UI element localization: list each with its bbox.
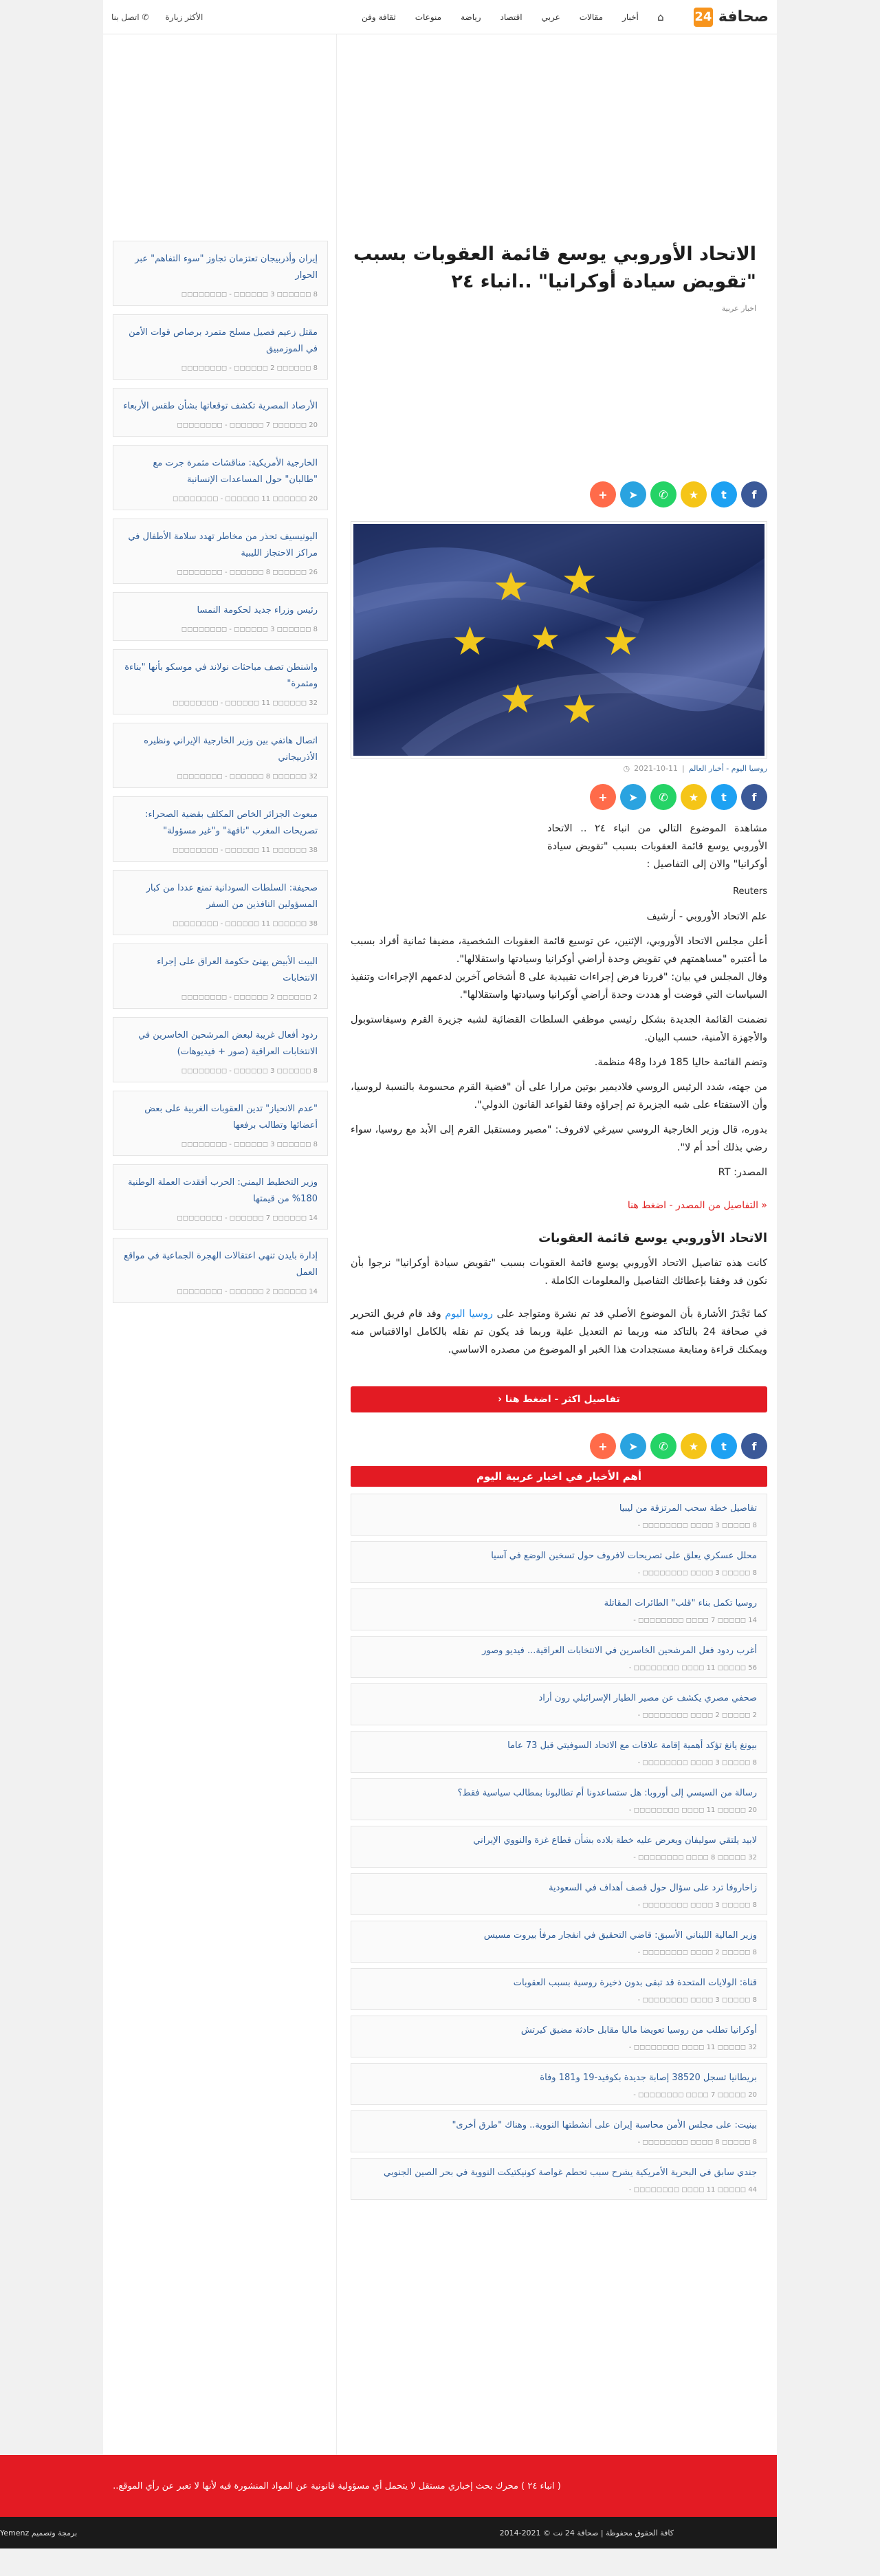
- news-card-title[interactable]: اليونيسيف تحذر من مخاطر تهدد سلامة الأطفال في مراكز الاحتجاز الليبية: [128, 532, 318, 558]
- footer-bottom-bar: [0, 2517, 777, 2548]
- news-card[interactable]: [351, 2016, 767, 2057]
- news-card-meta: 8 ◻◻◻◻◻◻ 3 ◻◻◻◻◻◻ - ◻◻◻◻◻◻◻◻: [181, 291, 318, 298]
- source-details-label: التفاصيل من المصدر - اضغط هنا: [627, 1200, 758, 1211]
- news-card[interactable]: [351, 1589, 767, 1630]
- news-card-title[interactable]: قناة: الولايات المتحدة قد تبقى بدون ذخيرة روسية بسبب العقوبات: [513, 1978, 757, 1988]
- contact-label: اتصل بنا: [111, 12, 140, 22]
- whatsapp-icon[interactable]: ✆: [650, 784, 676, 810]
- paragraph-7: كانت هذه تفاصيل الاتحاد الأوروبي يوسع قائمة العقوبات بسبب "تقويض سيادة أوكرانيا" نرجوا بأن نكون قد وفقنا بإعطائك التفاصيل والمعلومات الكاملة .: [351, 1258, 767, 1287]
- news-card-title[interactable]: البيت الأبيض يهنئ حكومة العراق على إجراء الانتخابات: [157, 957, 318, 983]
- star-icon[interactable]: ★: [681, 481, 707, 507]
- news-card-title[interactable]: زاخاروفا ترد على سؤال حول قصف أهداف في السعودية: [549, 1883, 757, 1893]
- news-card-meta: 32 ◻◻◻◻◻ 8 ◻◻◻◻ ◻◻◻◻◻◻◻◻ -: [633, 1854, 757, 1862]
- news-card[interactable]: [113, 1164, 328, 1230]
- news-card[interactable]: [351, 1968, 767, 2010]
- news-card[interactable]: [113, 445, 328, 510]
- article-lead: مشاهدة الموضوع التالي من انباء ٢٤ .. الاتحاد الأوروبي يوسع قائمة العقوبات بسبب "تقويض سيادة أوكرانيا" والان إلى التفاصيل :: [547, 823, 767, 870]
- news-card-title[interactable]: صحيفة: السلطات السودانية تمنع عددا من كبار المسؤولين النافذين من السفر: [146, 883, 318, 910]
- facebook-icon[interactable]: f: [741, 481, 767, 507]
- content-columns: [103, 34, 777, 2455]
- news-card-meta: 38 ◻◻◻◻◻◻ 11 ◻◻◻◻◻◻ - ◻◻◻◻◻◻◻◻: [173, 847, 318, 854]
- news-card-meta: 8 ◻◻◻◻◻ 3 ◻◻◻◻ ◻◻◻◻◻◻◻◻ -: [637, 1522, 757, 1529]
- news-card[interactable]: [113, 388, 328, 437]
- chevron-left-icon: ‹: [498, 1394, 505, 1405]
- article-body: [351, 820, 767, 1359]
- news-card-title[interactable]: "عدم الانحياز" تدين العقوبات الغربية على بعض أعضائها وتطالب برفعها: [144, 1104, 318, 1131]
- logo-mark: 24: [694, 8, 713, 27]
- star-icon[interactable]: ★: [681, 1433, 707, 1459]
- eu-flag-stars: [353, 524, 764, 756]
- ad-slot-top: [351, 34, 767, 241]
- facebook-icon[interactable]: f: [741, 1433, 767, 1459]
- article-column: [337, 34, 777, 2315]
- news-card-title[interactable]: واشنطن تصف مباحثات نولاند في موسكو بأنها "بناءة ومثمرة": [124, 662, 318, 689]
- paragraph-5: من جهته، شدد الرئيس الروسي فلاديمير بوتين مرارا على أن "قضية القرم محسومة بالنسبة لروسيا، وأن الاستفتاء على شبه الجزيرة تم إجراؤه وفقا لقواعد القانون الدولي".: [351, 1082, 767, 1111]
- news-card-meta: 20 ◻◻◻◻◻ 11 ◻◻◻◻ ◻◻◻◻◻◻◻◻ -: [628, 1807, 757, 1814]
- news-card-meta: 8 ◻◻◻◻◻ 3 ◻◻◻◻ ◻◻◻◻◻◻◻◻ -: [637, 1569, 757, 1577]
- plus-icon[interactable]: +: [590, 784, 616, 810]
- origin-source-link[interactable]: روسيا اليوم: [445, 1309, 494, 1320]
- news-card[interactable]: [351, 1731, 767, 1773]
- news-card-meta: 20 ◻◻◻◻◻◻ 11 ◻◻◻◻◻◻ - ◻◻◻◻◻◻◻◻: [173, 495, 318, 503]
- news-card-meta: 32 ◻◻◻◻◻◻ 8 ◻◻◻◻◻◻ - ◻◻◻◻◻◻◻◻: [177, 773, 318, 781]
- news-card-title[interactable]: اتصال هاتفي بين وزير الخارجية الإيراني ونظيره الأذربيجاني: [144, 736, 318, 763]
- paragraph-2: وقال المجلس في بيان: "قررنا فرض إجراءات تقييدية على 8 أشخاص آخرين لدعمهم الإجراءات وتنفيذ السياسات التي قوضت أو هددت وحدة أراضي أوكرانيا وسيادتها واستقلالها".: [351, 972, 767, 1001]
- news-card-title[interactable]: جندي سابق في البحرية الأمريكية يشرح سبب تحطم غواصة كونيكتيكت النووية في بحر الصين الجنوبي: [384, 2168, 757, 2178]
- article-category[interactable]: اخبار عربية: [721, 304, 756, 313]
- news-card-meta: 8 ◻◻◻◻◻ 3 ◻◻◻◻ ◻◻◻◻◻◻◻◻ -: [637, 1996, 757, 2004]
- source-line: المصدر: RT: [718, 1167, 767, 1178]
- most-read-link[interactable]: الأكثر زيارة: [165, 12, 204, 22]
- telegram-icon[interactable]: ➤: [620, 784, 646, 810]
- news-card[interactable]: [113, 796, 328, 862]
- news-card[interactable]: [351, 1494, 767, 1536]
- news-card-title[interactable]: بريطانيا تسجل 38520 إصابة جديدة بكوفيد-19 و181 وفاة: [540, 2073, 757, 2083]
- article-subheading: الاتحاد الأوروبي يوسع قائمة العقوبات: [538, 1231, 767, 1245]
- whatsapp-icon[interactable]: ✆: [650, 1433, 676, 1459]
- telegram-icon[interactable]: ➤: [620, 1433, 646, 1459]
- news-card-meta: 38 ◻◻◻◻◻◻ 11 ◻◻◻◻◻◻ - ◻◻◻◻◻◻◻◻: [173, 920, 318, 928]
- news-card[interactable]: [113, 1091, 328, 1156]
- news-card-title[interactable]: رئيس وزراء جديد لحكومة النمسا: [197, 605, 318, 615]
- ad-slot-sidebar: [113, 34, 328, 241]
- news-card-title[interactable]: الأرصاد المصرية تكشف توقعاتها بشأن طقس الأربعاء: [123, 401, 318, 411]
- news-card[interactable]: [113, 519, 328, 584]
- news-card-meta: 8 ◻◻◻◻◻ 8 ◻◻◻◻ ◻◻◻◻◻◻◻◻ -: [637, 2139, 757, 2146]
- footer-disclaimer-band: [0, 2455, 777, 2517]
- news-card-meta: 20 ◻◻◻◻◻◻ 7 ◻◻◻◻◻◻ - ◻◻◻◻◻◻◻◻: [177, 422, 318, 429]
- footer-credit[interactable]: برمجة وتصميم Yemenz: [0, 2528, 78, 2537]
- news-card[interactable]: [113, 943, 328, 1009]
- news-card[interactable]: [113, 723, 328, 788]
- news-card-title[interactable]: تفاصيل خطة سحب المرتزقة من ليبيا: [619, 1503, 757, 1514]
- news-card-meta: 32 ◻◻◻◻◻ 11 ◻◻◻◻ ◻◻◻◻◻◻◻◻ -: [628, 2044, 757, 2051]
- news-card[interactable]: [113, 241, 328, 306]
- news-card[interactable]: [351, 1683, 767, 1725]
- nav-item-culture[interactable]: ثقافة وفن: [362, 12, 396, 22]
- sidebar: [103, 34, 337, 2455]
- twitter-icon[interactable]: t: [711, 481, 737, 507]
- news-card-meta: 20 ◻◻◻◻◻ 7 ◻◻◻◻ ◻◻◻◻◻◻◻◻ -: [633, 2091, 757, 2099]
- news-card[interactable]: [113, 649, 328, 714]
- article-title: الاتحاد الأوروبي يوسع قائمة العقوبات بسبب "تقويض سيادة أوكرانيا" ..انباء ٢٤: [353, 243, 756, 292]
- more-details-label: تفاصيل اكثر - اضغط هنا: [505, 1394, 620, 1405]
- news-card-title[interactable]: وزير المالية اللبناني الأسبق: قاضي التحقيق في انفجار مرفأ بيروت مسيس: [483, 1930, 757, 1941]
- news-card-title[interactable]: مبعوث الجزائر الخاص المكلف بقضية الصحراء: تصريحات المغرب "تافهة" و"غير مسؤولة": [145, 809, 318, 836]
- top-navbar: [103, 0, 777, 34]
- news-card[interactable]: [113, 870, 328, 935]
- news-card[interactable]: [351, 2158, 767, 2200]
- twitter-icon[interactable]: t: [711, 1433, 737, 1459]
- share-bar-top: [351, 481, 767, 507]
- news-card-meta: 14 ◻◻◻◻◻◻ 2 ◻◻◻◻◻◻ - ◻◻◻◻◻◻◻◻: [177, 1288, 318, 1296]
- contact-link[interactable]: [111, 12, 148, 22]
- news-card-title[interactable]: بيونغ يانغ تؤكد أهمية إقامة علاقات مع الاتحاد السوفيتي قبل 73 عاما: [507, 1740, 757, 1751]
- article-source-link[interactable]: روسيا اليوم - أخبار العالم: [688, 764, 767, 773]
- news-card-meta: 26 ◻◻◻◻◻◻ 8 ◻◻◻◻◻◻ - ◻◻◻◻◻◻◻◻: [177, 569, 318, 576]
- plus-icon[interactable]: +: [590, 481, 616, 507]
- paragraph-1: أعلن مجلس الاتحاد الأوروبي، الإثنين، عن توسيع قائمة العقوبات الشخصية، مضيفا ثمانية أفراد بسبب ما أعتبره "مساهمتهم في تقويض وحدة أراضي أوكرانيا وسيادتها واستقلالها".: [351, 936, 767, 965]
- news-card-meta: 14 ◻◻◻◻◻ 7 ◻◻◻◻ ◻◻◻◻◻◻◻◻ -: [633, 1617, 757, 1624]
- eu-flag-image: [353, 524, 764, 756]
- news-card[interactable]: [113, 314, 328, 380]
- telegram-icon[interactable]: ➤: [620, 481, 646, 507]
- news-card[interactable]: [351, 2110, 767, 2152]
- share-bar-middle: [351, 784, 767, 810]
- article-meta: [351, 764, 767, 773]
- top-links: [111, 0, 203, 34]
- news-card[interactable]: [113, 1017, 328, 1082]
- more-details-button[interactable]: [351, 1386, 767, 1412]
- news-card[interactable]: [351, 1541, 767, 1583]
- star-icon[interactable]: ★: [681, 784, 707, 810]
- news-card[interactable]: [113, 592, 328, 641]
- twitter-icon[interactable]: t: [711, 784, 737, 810]
- news-card-meta: 32 ◻◻◻◻◻◻ 11 ◻◻◻◻◻◻ - ◻◻◻◻◻◻◻◻: [173, 699, 318, 707]
- news-card-meta: 8 ◻◻◻◻◻◻ 3 ◻◻◻◻◻◻ - ◻◻◻◻◻◻◻◻: [181, 1067, 318, 1075]
- news-card[interactable]: [351, 1921, 767, 1963]
- news-card-meta: 8 ◻◻◻◻◻ 3 ◻◻◻◻ ◻◻◻◻◻◻◻◻ -: [637, 1901, 757, 1909]
- news-card-title[interactable]: رسالة من السيسي إلى أوروبا: هل ستساعدونا أم تطالبونا بمطالب سياسية فقط؟: [457, 1788, 757, 1798]
- news-card-title[interactable]: وزير التخطيط اليمني: الحرب أفقدت العملة الوطنية 180% من قيمتها: [127, 1177, 318, 1204]
- news-card-meta: 2 ◻◻◻◻◻ 2 ◻◻◻◻ ◻◻◻◻◻◻◻◻ -: [637, 1712, 757, 1719]
- article-image: [351, 521, 767, 758]
- paragraph-8-post: وقد قام فريق التحرير في صحافة 24 بالتاكد منه وربما تم التعديل علية وربما قد يكون تم نقله بالكامل اوالاقتباس منه ويمكنك قراءة ومتابعة مستجدادت هذا الخبر او الموضوع من مصدره الاساسي.: [351, 1309, 768, 1355]
- news-card-title[interactable]: أوكرانيا تطلب من روسيا تعويضا ماليا مقابل حادثة مضيق كيرتش: [520, 2025, 757, 2035]
- nav-item-arabic[interactable]: عربي: [541, 12, 560, 22]
- share-bar-bottom: [351, 1433, 767, 1459]
- news-card-meta: 8 ◻◻◻◻◻◻ 2 ◻◻◻◻◻◻ - ◻◻◻◻◻◻◻◻: [181, 364, 318, 372]
- news-card-title[interactable]: لابيد يلتقي سوليفان ويعرض عليه خطة بلاده بشأن قطاع غزة والنووي الإيراني: [473, 1835, 757, 1846]
- whatsapp-icon[interactable]: ✆: [650, 481, 676, 507]
- news-card[interactable]: [351, 1778, 767, 1820]
- news-card-title[interactable]: إيران وأذربيجان تعتزمان تجاوز "سوء التفاهم" عبر الحوار: [135, 254, 318, 281]
- reuters-credit: Reuters: [733, 886, 767, 897]
- news-card-meta: 8 ◻◻◻◻◻ 3 ◻◻◻◻ ◻◻◻◻◻◻◻◻ -: [637, 1759, 757, 1767]
- nav-item-sports[interactable]: رياضة: [461, 12, 481, 22]
- image-caption: علم الاتحاد الأوروبي - أرشيف: [646, 911, 767, 922]
- site-logo[interactable]: [694, 8, 769, 27]
- news-card[interactable]: [113, 1238, 328, 1303]
- meta-separator: |: [682, 764, 685, 773]
- news-card-title[interactable]: الخارجية الأمريكية: مناقشات مثمرة جرت مع "طالبان" حول المساعدات الإنسانية: [153, 458, 318, 485]
- news-card-meta: 56 ◻◻◻◻◻ 11 ◻◻◻◻ ◻◻◻◻◻◻◻◻ -: [628, 1664, 757, 1672]
- news-card-meta: 8 ◻◻◻◻◻◻ 3 ◻◻◻◻◻◻ - ◻◻◻◻◻◻◻◻: [181, 626, 318, 633]
- logo-text: صحافة: [718, 8, 769, 25]
- paragraph-4: وتضم القائمة حاليا 185 فردا و48 منظمة.: [594, 1057, 767, 1068]
- today-news-heading: أهم الأخبار في اخبار عربية اليوم: [351, 1466, 767, 1487]
- news-card-meta: 14 ◻◻◻◻◻◻ 7 ◻◻◻◻◻◻ - ◻◻◻◻◻◻◻◻: [177, 1214, 318, 1222]
- sidebar-news-list: [113, 241, 328, 1303]
- news-card[interactable]: [351, 1826, 767, 1868]
- news-card-title[interactable]: بينيت: على مجلس الأمن محاسبة إيران على أنشطتها النووية.. وهناك "طرق أخرى": [452, 2120, 757, 2130]
- news-card[interactable]: [351, 1873, 767, 1915]
- news-card-title[interactable]: روسيا تكمل بناء "قلب" الطائرات المقاتلة: [604, 1598, 757, 1608]
- plus-icon[interactable]: +: [590, 1433, 616, 1459]
- facebook-icon[interactable]: f: [741, 784, 767, 810]
- news-card-title[interactable]: مقتل زعيم فصيل مسلح متمرد برصاص قوات الأمن في الموزمبيق: [129, 327, 318, 354]
- nav-item-news[interactable]: أخبار: [622, 12, 639, 22]
- footer-disclaimer: ( انباء ٢٤ ) محرك بحث إخباري مستقل لا يتحمل أي مسؤولية قانونية عن المواد المنشورة فيه لأنها لا تعبر عن رأي الموقع..: [113, 2480, 561, 2491]
- paragraph-6: بدوره، قال وزير الخارجية الروسي سيرغي لافروف: "مصير ومستقبل القرم إلى الأبد مع روسيا، سواء رضي بذلك أحد أم لا".: [351, 1124, 767, 1153]
- news-card-meta: 44 ◻◻◻◻◻ 11 ◻◻◻◻ ◻◻◻◻◻◻◻◻ -: [628, 2186, 757, 2194]
- news-card-title[interactable]: محلل عسكري يعلق على تصريحات لافروف حول تسخين الوضع في آسيا: [491, 1551, 757, 1561]
- paragraph-8-pre: كما تَجْدَرُ الأشارة بأن الموضوع الأصلي قد تم نشرة ومتواجد على: [493, 1309, 768, 1320]
- paragraph-3: تضمنت القائمة الجديدة بشكل رئيسي موظفي السلطات القضائية لشبه جزيرة القرم وسيفاستوبول والأجهزة الأمنية، حسب البيان.: [351, 1014, 767, 1043]
- nav-item-economy[interactable]: اقتصاد: [500, 12, 522, 22]
- main-nav: [352, 0, 673, 34]
- nav-item-articles[interactable]: مقالات: [579, 12, 604, 22]
- nav-item-misc[interactable]: منوعات: [415, 12, 442, 22]
- news-card-meta: 8 ◻◻◻◻◻◻ 3 ◻◻◻◻◻◻ - ◻◻◻◻◻◻◻◻: [181, 1141, 318, 1148]
- news-card[interactable]: [351, 1636, 767, 1678]
- double-chevron-icon: «: [758, 1200, 767, 1211]
- today-news-list: [351, 1494, 767, 2200]
- news-card-meta: 2 ◻◻◻◻◻◻ 2 ◻◻◻◻◻◻ - ◻◻◻◻◻◻◻◻: [181, 994, 318, 1001]
- main-bottom-spacer: [351, 2205, 767, 2315]
- phone-icon: ✆: [139, 12, 149, 22]
- home-icon[interactable]: ⌂: [657, 10, 664, 23]
- source-details-link[interactable]: [351, 1197, 767, 1214]
- clock-icon: ◷: [623, 764, 630, 773]
- news-card-title[interactable]: أغرب ردود فعل المرشحين الخاسرين في الانتخابات العراقية... فيديو وصور: [482, 1646, 757, 1656]
- footer-copyright: كافة الحقوق محفوظة | صحافة 24 نت © 2021-2014: [499, 2528, 674, 2537]
- news-card[interactable]: [351, 2063, 767, 2105]
- news-card-title[interactable]: ردود أفعال غريبة لبعض المرشحين الخاسرين في الانتخابات العراقية (صور + فيديوهات): [138, 1030, 318, 1057]
- news-card-meta: 8 ◻◻◻◻◻ 2 ◻◻◻◻ ◻◻◻◻◻◻◻◻ -: [637, 1949, 757, 1956]
- article-date: 2021-10-11: [634, 764, 679, 773]
- ad-slot-mid: [351, 313, 767, 481]
- news-card-title[interactable]: صحفي مصري يكشف عن مصير الطيار الإسرائيلي رون أراد: [538, 1693, 757, 1703]
- paragraph-8: [351, 1305, 767, 1359]
- news-card-title[interactable]: إدارة بايدن تنهي اعتقالات الهجرة الجماعية في مواقع العمل: [124, 1251, 318, 1278]
